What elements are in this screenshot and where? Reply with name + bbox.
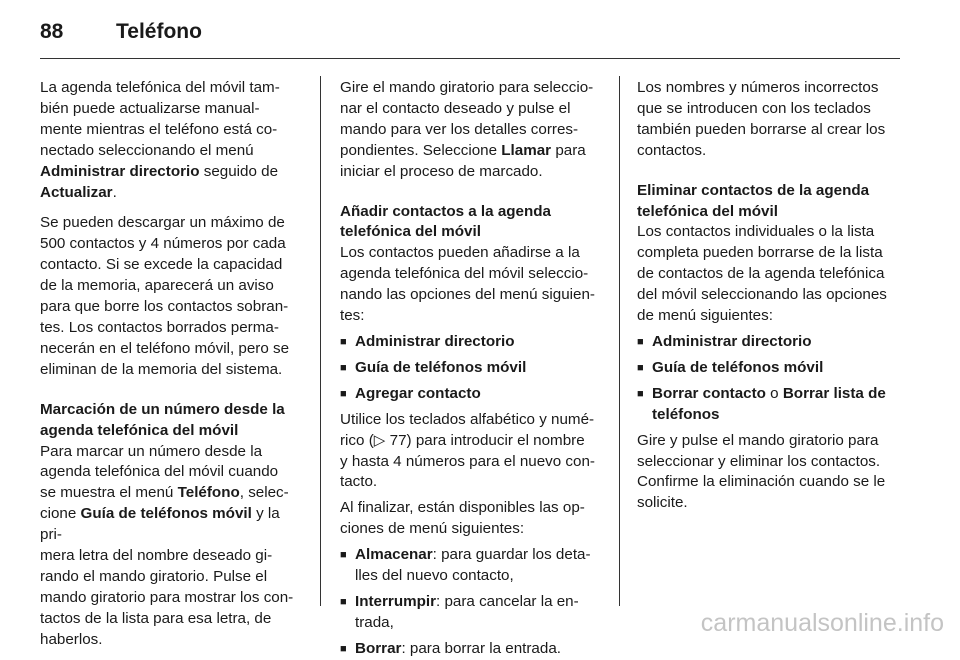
paragraph-add-contacts: Los contactos pueden añadirse a la agenda telefónica del móvil seleccio- nando las opciones del menú siguien- tes: — [340, 244, 595, 325]
section-title: Teléfono — [116, 20, 202, 43]
column-divider-1 — [320, 76, 321, 606]
paragraph-delete-contacts: Los contactos individuales o la lista completa pueden borrarse de la lista de contactos de la agenda telefónica del móvil seleccionando las opciones de menú siguientes: — [637, 223, 887, 325]
column-1 — [40, 78, 303, 651]
finish-option-list — [340, 545, 603, 660]
page-reference-arrow-icon: ▷ — [373, 431, 386, 449]
delete-option-list — [637, 332, 900, 426]
header-divider — [40, 58, 900, 59]
heading-delete-contacts: Eliminar contactos de la agenda telefónica del móvil — [637, 181, 870, 220]
list-item: ■ Administrar directorio — [637, 332, 900, 353]
paragraph-update-contacts: La agenda telefónica del móvil tam- bién puede actualizarse manual- mente mientras el teléfono está co- nectado seleccionando el menú Administrar directorio seguido de Actualizar. — [40, 79, 280, 201]
list-item: ■ Guía de teléfonos móvil — [637, 358, 900, 379]
paragraph-dial-number: Para marcar un número desde la agenda telefónica del móvil cuando se muestra el menú Teléfono, selec- cione Guía de teléfonos móvil y la pri- mera letra del nombre deseado gi- rando el mando giratorio. Pulse el mando giratorio para mostrar los con- tactos de la lista para esa letra, de haberlos. — [40, 442, 294, 648]
menu-option-list — [340, 332, 603, 405]
column-3 — [637, 78, 900, 514]
list-item: ■ Agregar contacto — [340, 384, 603, 405]
paragraph-download-limit: Se pueden descargar un máximo de 500 contactos y 4 números por cada contacto. Si se excede la capacidad de la memoria, aparecerá un aviso para que borre los contactos sobran- tes. Los contactos borrados perma- necerán en el teléfono móvil, pero se eliminan de la memoria del sistema. — [40, 214, 290, 378]
list-item: ■ Interrumpir: para cancelar la en- trada, — [340, 592, 603, 634]
page-number: 88 — [40, 20, 64, 43]
paragraph-confirm-delete: Gire y pulse el mando giratorio para seleccionar y eliminar los contactos. Confirme la eliminación cuando se le solicite. — [637, 431, 886, 512]
list-item: ■ Borrar: para borrar la entrada. — [340, 639, 603, 660]
menu-term: Administrar directorio — [40, 162, 200, 180]
watermark: carmanualsonline.info — [700, 609, 944, 637]
list-item: ■ Administrar directorio — [340, 332, 603, 353]
menu-term: Teléfono — [177, 484, 240, 502]
list-item: ■ Almacenar: para guardar los deta- lles del nuevo contacto, — [340, 545, 603, 587]
menu-term: Guía de teléfonos móvil — [80, 505, 252, 523]
list-item: ■ Guía de teléfonos móvil — [340, 358, 603, 379]
paragraph-keyboards: Utilice los teclados alfabético y numé- rico (▷ 77) para introducir el nombre y hasta 4 números para el nuevo con- tacto. — [340, 410, 595, 491]
page-header — [40, 12, 202, 52]
column-divider-2 — [619, 76, 620, 606]
heading-dial-number: Marcación de un número desde la agenda telefónica del móvil — [40, 400, 285, 439]
menu-term: Llamar — [501, 141, 552, 159]
paragraph-select-contact: Gire el mando giratorio para seleccio- nar el contacto deseado y pulse el mando para ver los detalles corres- pondientes. Seleccione Llamar para iniciar el proceso de marcado. — [340, 79, 594, 180]
paragraph-incorrect-entries: Los nombres y números incorrectos que se introducen con los teclados también pueden borrarse al crear los contactos. — [637, 79, 886, 159]
heading-add-contacts: Añadir contactos a la agenda telefónica del móvil — [340, 202, 551, 241]
list-item: ■ Borrar contacto o Borrar lista de teléfonos — [637, 384, 900, 426]
paragraph-finish-options: Al finalizar, están disponibles las op- ciones de menú siguientes: — [340, 499, 585, 538]
column-2 — [340, 78, 603, 660]
menu-term: Actualizar — [40, 183, 113, 201]
